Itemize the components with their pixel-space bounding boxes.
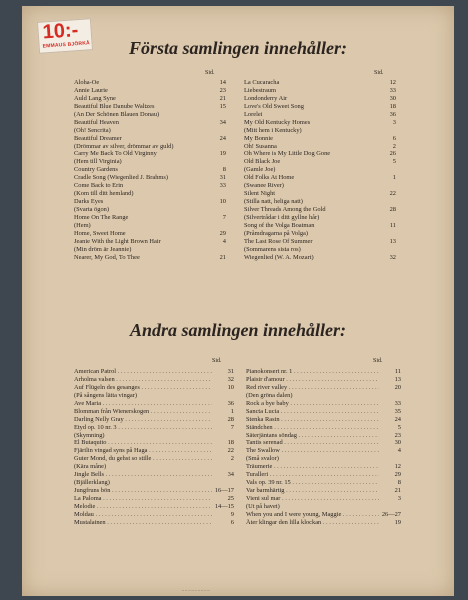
page-number: 29: [219, 229, 226, 237]
song-title: Vieni sul mar . . .: [246, 495, 379, 503]
song-title: Melodie . . .: [74, 503, 212, 511]
song-entry: [244, 143, 396, 151]
song-entry: [74, 503, 234, 511]
song-entry: [244, 254, 396, 262]
song-title: Träumerie . . .: [246, 463, 379, 471]
page-number: 5: [397, 423, 401, 431]
song-title: (Drömmar av silver, drömmar av guld): [74, 142, 174, 150]
song-entry: [74, 143, 226, 151]
song-entry: [246, 416, 401, 424]
song-entry: [246, 487, 401, 495]
song-title: Vals op. 39 nr. 15 . . .: [246, 479, 379, 487]
song-title: (Mitt hem i Kentucky): [244, 126, 302, 134]
song-entry: [74, 487, 234, 495]
section1-right-sid-label: Sid.: [374, 70, 384, 76]
page-number: [204, 158, 226, 166]
page-number: 5: [392, 158, 396, 166]
song-title: Auf Flügeln des gesanges . . .: [74, 384, 212, 392]
song-entry: [244, 238, 396, 246]
song-title: Oh Where is My Little Dog Gone: [244, 150, 331, 158]
song-entry: [244, 214, 396, 222]
section2-left-sid-label: Sid.: [212, 358, 222, 364]
page-number: 4: [397, 447, 401, 455]
song-entry: [74, 166, 226, 174]
page-number: 36: [227, 399, 234, 407]
page-number: [212, 479, 234, 487]
song-entry: [74, 384, 234, 392]
song-entry: [74, 463, 234, 471]
song-entry: [74, 400, 234, 408]
song-entry: [244, 190, 396, 198]
song-title: Come Back to Erin: [74, 182, 124, 190]
song-title: Lorelei: [244, 110, 263, 118]
song-entry: [74, 246, 226, 254]
song-entry: [74, 158, 226, 166]
song-entry: [74, 424, 234, 432]
song-entry: [74, 519, 234, 527]
page-number: 10: [227, 383, 234, 391]
song-title: (An Der Schönen Blauen Donau): [74, 110, 160, 118]
song-title: Old Black Joe: [244, 158, 281, 166]
page-number: 30: [389, 94, 396, 102]
song-entry: [244, 206, 396, 214]
song-title: Rock a bye baby . . .: [246, 400, 379, 408]
song-title: Love's Old Sweet Song: [244, 102, 304, 110]
page-number: [374, 127, 396, 135]
song-entry: [74, 479, 234, 487]
song-title: (På sångens lätta vingar): [74, 391, 137, 399]
song-entry: [74, 190, 226, 198]
song-entry: [244, 111, 396, 119]
song-entry: [244, 127, 396, 135]
page-number: [374, 198, 396, 206]
song-title: American Patrol . . .: [74, 368, 212, 376]
page-number: [204, 190, 226, 198]
song-title: Beautiful Dreamer: [74, 134, 122, 142]
song-entry: [246, 463, 401, 471]
page-number: 23: [219, 86, 226, 94]
song-entry: [244, 119, 396, 127]
song-title: Annie Laurie: [74, 86, 108, 94]
song-entry: [74, 432, 234, 440]
page-number: [204, 222, 226, 230]
page-number: 10: [219, 198, 226, 206]
page-number: [379, 392, 401, 400]
song-title: Aloha-Oe: [74, 79, 100, 86]
page-number: 7: [230, 423, 234, 431]
song-title: Säterjäntans söndag . . .: [246, 432, 379, 440]
section2-left-list: [74, 368, 234, 527]
section1-left-list: [74, 79, 226, 262]
song-title: Darks Eyes: [74, 198, 104, 206]
song-title: Plaisir d'amour . . .: [246, 376, 379, 384]
page-number: 18: [227, 439, 234, 447]
song-title: Jingle Bells . . .: [74, 471, 212, 479]
song-title: Turalleri . . .: [246, 471, 379, 479]
page-number: 13: [389, 237, 396, 245]
page-number: [379, 503, 401, 511]
page-number: 26: [389, 150, 396, 158]
song-entry: [74, 79, 226, 87]
page-number: 26—27: [381, 510, 401, 518]
song-title: Red river valley . . .: [246, 384, 379, 392]
song-entry: [74, 439, 234, 447]
song-entry: [246, 503, 401, 511]
song-title: Londonderry Air: [244, 94, 288, 102]
song-title: (Hem till Virginia): [74, 158, 122, 166]
page-number: 12: [394, 463, 401, 471]
song-entry: [74, 111, 226, 119]
song-entry: [74, 455, 234, 463]
song-title: Silver Threads Among the Gold: [244, 206, 326, 213]
song-entry: [246, 439, 401, 447]
song-title: Country Gardens: [74, 166, 118, 174]
song-entry: [74, 87, 226, 95]
song-entry: [74, 376, 234, 384]
page-number: 19: [219, 150, 226, 158]
song-title: Var barmhärtig . . .: [246, 487, 379, 495]
song-title: La Cucaracha: [244, 79, 280, 86]
page-number: 8: [397, 479, 401, 487]
song-entry: [246, 447, 401, 455]
song-entry: [244, 198, 396, 206]
song-entry: [74, 254, 226, 262]
song-entry: [74, 511, 234, 519]
song-title: Tantis serenad . . .: [246, 439, 379, 447]
song-entry: [74, 119, 226, 127]
song-title: Pianokonsert nr. 1 . . .: [246, 368, 379, 376]
page-number: 14—15: [214, 502, 234, 510]
song-title: Auld Lang Syne: [74, 94, 116, 102]
song-title: Etyd op. 10 nr. 3 . . .: [74, 424, 212, 432]
song-entry: [244, 230, 396, 238]
song-entry: [246, 511, 401, 519]
page-number: 31: [219, 174, 226, 182]
page-number: [374, 166, 396, 174]
page-number: 29: [394, 471, 401, 479]
page-number: 22: [389, 190, 396, 198]
song-title: Sancta Lucia . . .: [246, 408, 379, 416]
page-number: [379, 455, 401, 463]
song-entry: [74, 392, 234, 400]
page-number: 21: [219, 253, 226, 261]
songbook-back-cover: [22, 6, 454, 596]
song-title: (Swanee River): [244, 182, 284, 190]
song-title: Home On The Range: [74, 213, 129, 221]
song-title: Darling Nelly Gray . . .: [74, 416, 212, 424]
page-number: [212, 463, 234, 471]
song-title: Carry Me Back To Old Virginny: [74, 150, 157, 158]
song-entry: [244, 174, 396, 182]
song-entry: [74, 127, 226, 135]
page-number: 11: [394, 368, 401, 375]
song-entry: [74, 95, 226, 103]
page-number: 6: [230, 518, 234, 526]
song-entry: [74, 150, 226, 158]
song-title: (Stilla natt, heliga natt): [244, 198, 303, 206]
song-entry: [74, 214, 226, 222]
song-title: (Pråmdragarna på Volga): [244, 229, 309, 237]
price-label: 10:-: [41, 19, 79, 44]
page-number: 11: [389, 221, 396, 229]
page-number: 34: [227, 471, 234, 479]
song-title: Cradle Song (Wiegenlied J. Brahms): [74, 174, 168, 182]
page-number: 3: [397, 495, 401, 502]
song-entry: [244, 103, 396, 111]
song-entry: [244, 150, 396, 158]
page-number: 2: [392, 142, 396, 150]
song-title: Home, Sweet Home: [74, 229, 126, 237]
song-title: Blomman från Wienerskogen . . .: [74, 408, 212, 416]
song-title: (Skymning): [74, 431, 105, 439]
page-number: 30: [394, 439, 401, 447]
page-number: 28: [389, 206, 396, 213]
page-number: 24: [394, 415, 401, 423]
page-number: [374, 230, 396, 238]
page-number: [374, 214, 396, 222]
page-number: [212, 432, 234, 440]
song-entry: [244, 135, 396, 143]
song-entry: [74, 447, 234, 455]
page-number: 25: [227, 495, 234, 502]
song-title: Ave Maria . . .: [74, 400, 212, 408]
song-title: El Butaquito . . .: [74, 439, 212, 447]
song-entry: [246, 368, 401, 376]
page-number: [204, 206, 226, 214]
song-entry: [246, 376, 401, 384]
song-title: Stenka Rasin . . .: [246, 416, 379, 424]
song-entry: [74, 230, 226, 238]
page-number: 2: [230, 455, 234, 463]
song-title: Wiegenlied (W. A. Mozart): [244, 253, 314, 261]
section2-heading: Andra samlingen innehåller:: [129, 320, 347, 340]
song-entry: [246, 455, 401, 463]
page-number: [374, 182, 396, 190]
song-title: Fjärilin vingad syns på Haga . . .: [74, 447, 212, 455]
page-number: [204, 246, 226, 254]
song-title: (Gamle Joe): [244, 166, 276, 174]
song-title: Oh! Susanna: [244, 142, 277, 150]
page-number: 32: [389, 253, 396, 261]
song-title: Song of the Volga Boatman: [244, 221, 315, 229]
song-title: (Ut på havet): [246, 502, 280, 510]
page-number: 1: [230, 407, 234, 415]
song-entry: [246, 400, 401, 408]
song-title: Liebestraum: [244, 86, 276, 94]
page-number: 18: [389, 102, 396, 110]
page-number: [374, 246, 396, 254]
song-title: Nearer, My God, To Thee: [74, 253, 140, 261]
page-number: 31: [227, 368, 234, 375]
song-entry: [74, 174, 226, 182]
song-entry: [246, 495, 401, 503]
section2-right-list: [246, 368, 401, 527]
page-number: 20: [394, 383, 401, 391]
song-title: (Kom till ditt hemland): [74, 190, 134, 198]
song-title: Silent Night: [244, 190, 276, 198]
page-number: [204, 111, 226, 119]
song-entry: [244, 222, 396, 230]
song-entry: [74, 408, 234, 416]
page-number: 32: [227, 375, 234, 383]
song-entry: [74, 103, 226, 111]
page-number: 35: [394, 407, 401, 415]
song-entry: [246, 424, 401, 432]
page-number: 6: [392, 134, 396, 142]
song-entry: [74, 222, 226, 230]
song-entry: [244, 182, 396, 190]
song-entry: [74, 198, 226, 206]
song-entry: [74, 471, 234, 479]
song-entry: [246, 408, 401, 416]
song-entry: [246, 471, 401, 479]
section1-right-list: [244, 79, 396, 262]
page-number: [204, 127, 226, 135]
page-number: 1: [392, 174, 396, 182]
song-entry: [246, 432, 401, 440]
song-title: Åter klingar den lilla klockan . . .: [246, 519, 379, 527]
page-number: 15: [219, 102, 226, 110]
page-number: 21: [394, 487, 401, 495]
song-title: Old Folks At Home: [244, 174, 295, 182]
song-entry: [246, 519, 401, 527]
song-title: Beautiful Heaven: [74, 118, 119, 126]
song-title: Guter Mond, du gehst so stille . . .: [74, 455, 212, 463]
song-entry: [246, 479, 401, 487]
section1-heading: Första samlingen innehåller:: [128, 38, 348, 58]
song-title: Jeanie With the Light Brown Hair: [74, 237, 161, 245]
song-entry: [74, 238, 226, 246]
song-entry: [74, 368, 234, 376]
song-title: The Swallow . . .: [246, 447, 379, 455]
song-title: (Kära måne): [74, 463, 107, 471]
song-entry: [74, 416, 234, 424]
song-title: Beautiful Blue Danube Waltzes: [74, 102, 155, 110]
song-title: My Old Kentucky Homes: [244, 118, 311, 126]
song-entry: [74, 206, 226, 214]
page-number: [204, 143, 226, 151]
page-number: 33: [219, 182, 226, 190]
song-entry: [244, 95, 396, 103]
song-entry: [246, 392, 401, 400]
song-title: (Hem): [74, 221, 91, 229]
song-title: (Oh! Sencrita): [74, 126, 111, 134]
page-number: 7: [222, 213, 226, 221]
song-title: When you and I were young, Maggie . . .: [246, 511, 379, 519]
page-number: 16—17: [214, 487, 234, 495]
song-entry: [74, 182, 226, 190]
page-number: [212, 392, 234, 400]
page-number: 36: [389, 110, 396, 118]
page-number: 4: [222, 237, 226, 245]
page-number: 14: [219, 79, 226, 86]
song-title: (Svarta ögon): [74, 206, 109, 213]
song-title: La Paloma . . .: [74, 495, 212, 503]
song-title: My Bonnie: [244, 134, 273, 142]
section1-left-sid-label: Sid.: [205, 70, 215, 76]
page-number: 3: [392, 118, 396, 126]
page-number: 23: [394, 431, 401, 439]
song-title: Moldau . . .: [74, 511, 212, 519]
song-entry: [244, 166, 396, 174]
song-title: (Den gröna dalen): [246, 391, 293, 399]
song-title: The Last Rose Of Summer: [244, 237, 313, 245]
song-entry: [244, 87, 396, 95]
section2-right-sid-label: Sid.: [373, 358, 383, 364]
song-entry: [246, 384, 401, 392]
song-entry: [244, 79, 396, 87]
page-number: 34: [219, 118, 226, 126]
page-number: 9: [230, 510, 234, 518]
page-number: 24: [219, 134, 226, 142]
printer-footer: ~ ~ ~ ~ ~ ~ ~ ~ ~: [182, 588, 210, 593]
song-title: Arholma valsen . . .: [74, 376, 212, 384]
page-number: 12: [389, 79, 396, 86]
song-title: Jungfruns bön . . .: [74, 487, 212, 495]
page-number: 13: [394, 375, 401, 383]
song-entry: [244, 246, 396, 254]
song-title: (Små svalor): [246, 455, 279, 463]
song-title: Mustalainen . . .: [74, 519, 212, 527]
song-title: (Bjällerklang): [74, 479, 110, 487]
page-number: 33: [394, 399, 401, 407]
song-title: Ständchen . . .: [246, 424, 379, 432]
song-title: (Silvertrådar i ditt gyllne hår): [244, 213, 320, 221]
page-number: 8: [222, 166, 226, 174]
page-number: 19: [394, 518, 401, 526]
page-number: 21: [219, 94, 226, 102]
page-number: 28: [227, 415, 234, 423]
song-entry: [244, 158, 396, 166]
song-title: (Min dröm är Jeannie): [74, 245, 132, 253]
song-entry: [74, 135, 226, 143]
song-title: (Sommarens sista ros): [244, 245, 301, 253]
song-entry: [74, 495, 234, 503]
page-number: 22: [227, 447, 234, 455]
shop-label: EMMAUS BJÖRKÅ: [42, 40, 91, 50]
page-number: 33: [389, 86, 396, 94]
